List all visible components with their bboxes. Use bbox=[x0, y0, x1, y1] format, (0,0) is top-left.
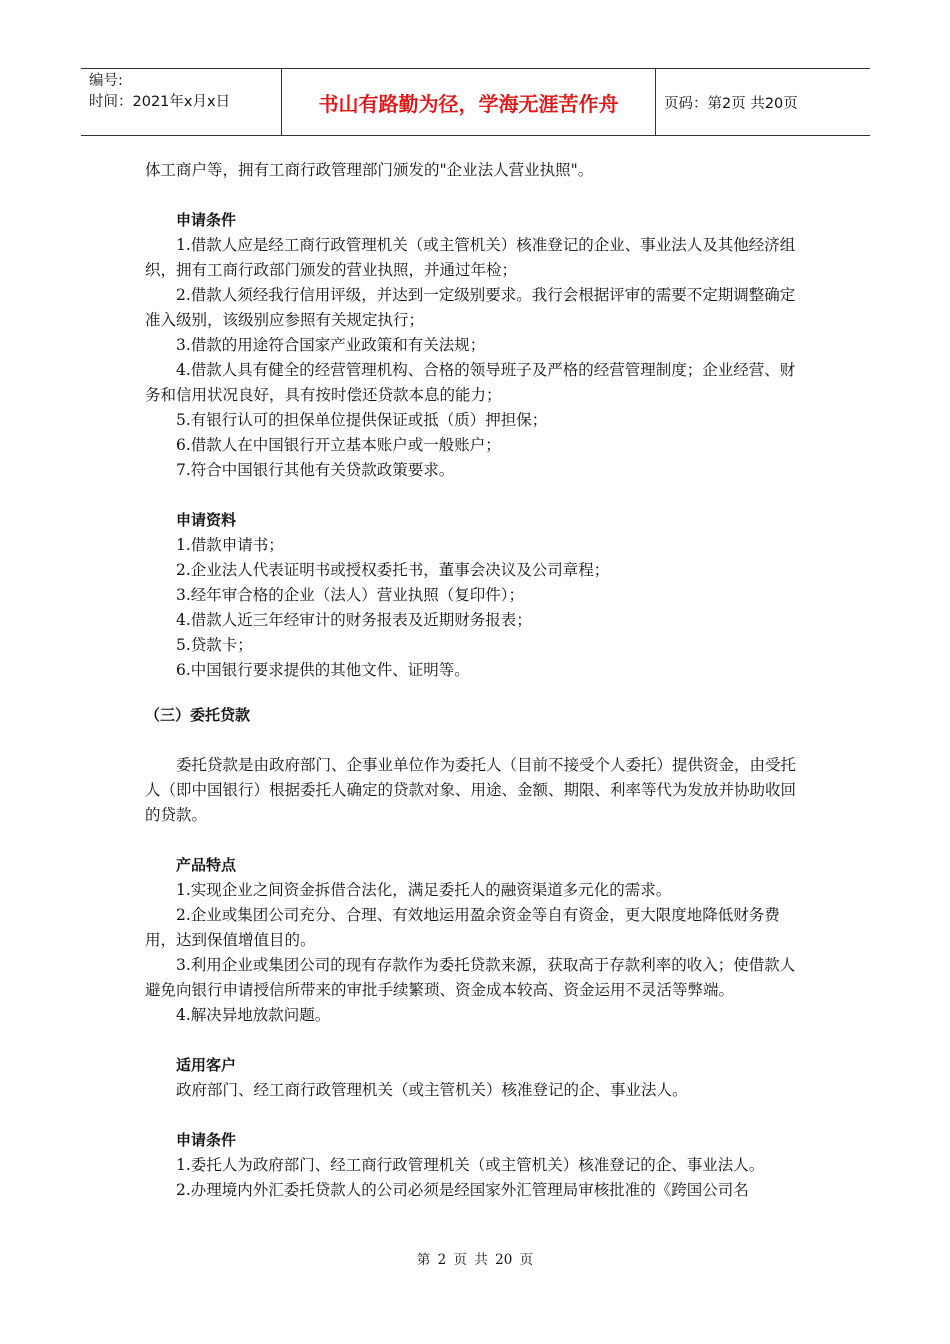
customers-text: 政府部门、经工商行政管理机关（或主管机关）核准登记的企、事业法人。 bbox=[176, 1081, 688, 1099]
intro-paragraph: 体工商户等，拥有工商行政管理部门颁发的"企业法人营业执照"。 bbox=[145, 161, 594, 179]
document-body bbox=[145, 158, 806, 1203]
list-item: 2.借款人须经我行信用评级，并达到一定级别要求。我行会根据评审的需要不定期调整确定准入级别，该级别应参照有关规定执行； bbox=[145, 286, 796, 329]
section-title: （三）委托贷款 bbox=[145, 706, 251, 724]
list-item: 3.经年审合格的企业（法人）营业执照（复印件）； bbox=[176, 586, 525, 604]
apply-conditions-heading-2: 申请条件 bbox=[176, 1131, 237, 1149]
page-header bbox=[81, 68, 870, 136]
apply-conditions-heading: 申请条件 bbox=[176, 211, 237, 229]
list-item: 5.贷款卡； bbox=[176, 636, 253, 654]
list-item: 3.利用企业或集团公司的现有存款作为委托贷款来源，获取高于存款利率的收入；使借款人避免向银行申请授信所带来的审批手续繁琐、资金成本较高、资金运用不灵活等弊端。 bbox=[145, 956, 796, 999]
customers-heading: 适用客户 bbox=[176, 1056, 237, 1074]
section-intro-paragraph: 委托贷款是由政府部门、企事业单位作为委托人（目前不接受个人委托）提供资金，由受托人（即中国银行）根据委托人确定的贷款对象、用途、金额、期限、利率等代为发放并协助收回的贷款。 bbox=[145, 756, 797, 824]
list-item: 6.中国银行要求提供的其他文件、证明等。 bbox=[176, 661, 470, 679]
list-item: 6.借款人在中国银行开立基本账户或一般账户； bbox=[176, 436, 501, 454]
list-item: 3.借款的用途符合国家产业政策和有关法规； bbox=[176, 336, 486, 354]
page-footer: 第 2 页 共 20 页 bbox=[416, 1252, 534, 1268]
list-item: 2.企业或集团公司充分、合理、有效地运用盈余资金等自有资金，更大限度地降低财务费用，达到保值增值目的。 bbox=[145, 906, 780, 949]
list-item: 1.委托人为政府部门、经工商行政管理机关（或主管机关）核准登记的企、事业法人。 bbox=[176, 1156, 765, 1174]
list-item: 1.借款人应是经工商行政管理机关（或主管机关）核准登记的企业、事业法人及其他经济组织，拥有工商行政部门颁发的营业执照，并通过年检； bbox=[145, 236, 796, 279]
list-item: 2.企业法人代表证明书或授权委托书，董事会决议及公司章程； bbox=[176, 561, 610, 579]
document-number-label: 编号: bbox=[89, 73, 123, 89]
list-item: 4.解决异地放款问题。 bbox=[176, 1006, 331, 1024]
header-meta bbox=[81, 69, 282, 135]
header-page-info: 页码：第2页 共20页 bbox=[664, 95, 798, 112]
list-item: 1.实现企业之间资金拆借合法化，满足委托人的融资渠道多元化的需求。 bbox=[176, 881, 672, 899]
apply-materials-heading: 申请资料 bbox=[176, 511, 237, 529]
document-date-label: 时间：2021年x月x日 bbox=[89, 94, 231, 110]
features-heading: 产品特点 bbox=[176, 856, 237, 874]
list-item: 7.符合中国银行其他有关贷款政策要求。 bbox=[176, 461, 455, 479]
list-item: 1.借款申请书； bbox=[176, 536, 284, 554]
list-item: 2.办理境内外汇委托贷款人的公司必须是经国家外汇管理局审核批准的《跨国公司名 bbox=[176, 1181, 749, 1199]
list-item: 4.借款人具有健全的经营管理机构、合格的领导班子及严格的经营管理制度；企业经营、财务和信用状况良好，具有按时偿还贷款本息的能力； bbox=[145, 361, 796, 404]
header-motto: 书山有路勤为径，学海无涯苦作舟 bbox=[282, 69, 656, 135]
list-item: 5.有银行认可的担保单位提供保证或抵（质）押担保； bbox=[176, 411, 548, 429]
list-item: 4.借款人近三年经审计的财务报表及近期财务报表； bbox=[176, 611, 532, 629]
